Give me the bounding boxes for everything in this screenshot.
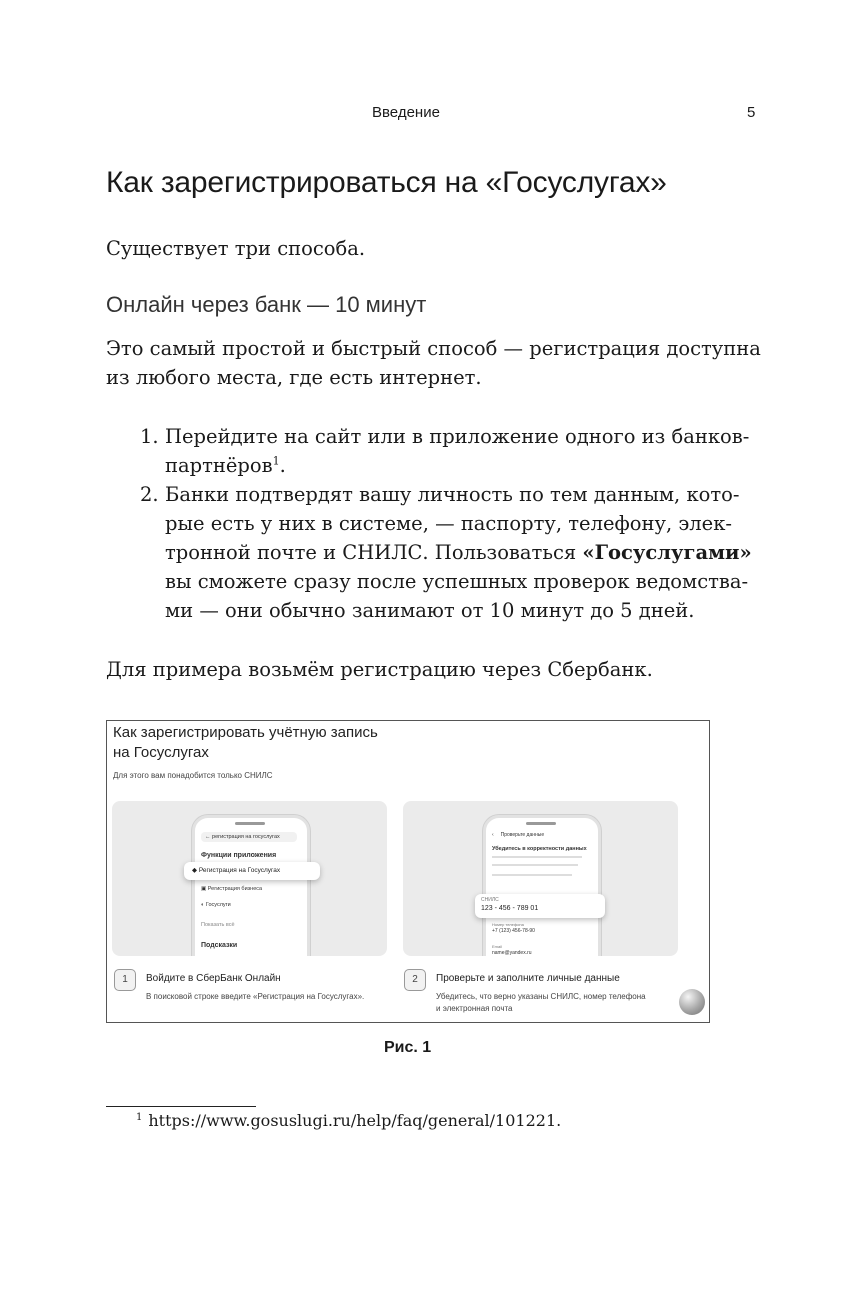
list-line: Перейдите на сайт или в приложение одного из банков- [165,425,750,448]
phone-header: ‹ Проверьте данные [492,832,545,838]
bold-term: «Госуслугами» [582,541,752,564]
list-item [140,480,752,625]
phone-notch [235,822,265,825]
list-line: Банки подтвердят вашу личность по тем данным, кото- [165,483,740,506]
phone-panel-1 [112,801,387,956]
footnote-divider [106,1106,256,1107]
text-lines [492,856,582,858]
step-number-badge: 1 [114,969,136,991]
list-line: тронной почте и СНИЛС. Пользоваться «Госуслугами» [165,541,752,564]
steps-list [140,422,752,625]
layers-icon: ◆ [192,867,197,874]
step-description: В поисковой строке введите «Регистрация на Госуслугах». [146,992,365,1001]
list-line: ми — они обычно занимают от 10 минут до 5 дней. [165,599,695,622]
step-number-badge: 2 [404,969,426,991]
footnote-link[interactable]: https://www.gosuslugi.ru/help/faq/general/101221. [148,1111,562,1130]
list-line: партнёров$^1$. [165,454,286,477]
section-label: Функции приложения [201,852,277,859]
list-number: 1. [140,425,159,448]
back-arrow-icon: ‹ [492,832,494,838]
step-description: Убедитесь, что верно указаны СНИЛС, номер телефона и электронная почта [436,992,646,1013]
section-name: Введение [372,104,440,121]
paragraph-1-line-1: Это самый простой и быстрый способ — регистрация доступна [106,337,761,360]
snils-label: СНИЛС [481,897,499,903]
phone-panel-2 [403,801,678,956]
figure-registration [106,720,710,1023]
footnote [136,1111,561,1130]
figure-subtitle: Для этого вам понадобится только СНИЛС [113,771,273,780]
footnote-mark: 1 [136,1111,143,1123]
menu-item: ◐ Госуслуги [201,902,231,908]
back-arrow-icon: ← [205,834,211,840]
email-label: Email [492,944,503,949]
page-title: Как зарегистрироваться на «Госуслугах» [106,166,667,199]
footnote-ref[interactable]: 1 [272,454,280,468]
list-item [140,422,750,480]
sphere-decoration [679,989,705,1015]
list-line: вы сможете сразу после успешных проверок ведомства- [165,570,749,593]
text-lines [492,874,572,876]
search-field: ← регистрация на госуслугах [201,832,297,842]
snils-value: 123 - 456 - 789 01 [481,905,539,912]
phone-heading: Убедитесь в корректности данных [492,846,587,852]
phone-notch [526,822,556,825]
phone-mockup [483,815,601,956]
hints-label: Подсказки [201,942,238,949]
gosuslugi-icon: ◐ [201,902,205,908]
snils-popup [475,894,605,918]
list-number: 2. [140,483,159,506]
paragraph-2: Для примера возьмём регистрацию через Сбербанк. [106,658,653,681]
subheading: Онлайн через банк — 10 минут [106,292,427,317]
text-lines [492,864,578,866]
menu-item: ▣ Регистрация бизнеса [201,886,263,892]
figure-title: Как зарегистрировать учётную запись на Госуслугах [113,724,378,761]
step-title: Войдите в СберБанк Онлайн [146,973,281,984]
phone-value: +7 (123) 456-78-90 [492,928,535,934]
page-number: 5 [747,104,756,121]
paragraph-1-line-2: из любого места, где есть интернет. [106,366,482,389]
step-title: Проверьте и заполните личные данные [436,973,620,984]
figure-caption: Рис. 1 [384,1039,432,1056]
list-line: рые есть у них в системе, — паспорту, телефону, элек- [165,512,732,535]
email-value: name@yandex.ru [492,950,532,956]
phone-mockup [192,815,310,956]
intro-paragraph: Существует три способа. [106,237,366,260]
phone-label: Номер телефона [492,922,524,927]
highlight-popup: ◆ Регистрация на Госуслугах [184,862,320,880]
show-all-link: Показать всё [201,922,235,928]
briefcase-icon: ▣ [201,886,207,892]
